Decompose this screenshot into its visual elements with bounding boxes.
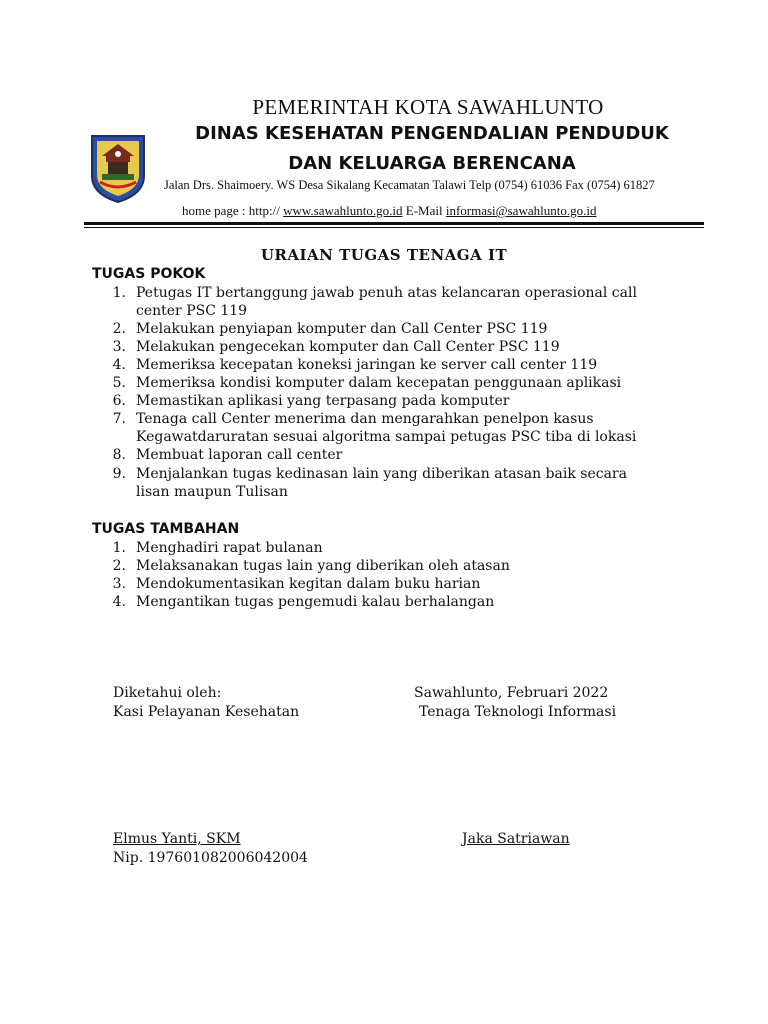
list-item-text: Petugas IT bertanggung jawab penuh atas kelancaran operasional call (136, 285, 637, 301)
homepage-label: home page : http:// (182, 203, 284, 218)
list-item-text: Menjalankan tugas kedinasan lain yang diberikan atasan baik secara (136, 466, 627, 482)
list-item-text: Melaksanakan tugas lain yang diberikan oleh atasan (136, 558, 510, 574)
letterhead-rule-thick (84, 222, 704, 225)
list-item-number: 5. (112, 375, 126, 391)
section-heading-tugas-pokok: TUGAS POKOK (92, 266, 206, 282)
agency-contact (182, 203, 596, 219)
list-item-number: 2. (112, 558, 126, 574)
list-item-text: Mendokumentasikan kegitan dalam buku harian (136, 576, 481, 592)
email-link[interactable]: informasi@sawahlunto.go.id (445, 203, 597, 218)
list-item-number: 7. (112, 411, 126, 427)
list-item-text: Melakukan pengecekan komputer dan Call Center PSC 119 (136, 339, 560, 355)
signature-right-position: Tenaga Teknologi Informasi (419, 704, 617, 720)
list-item-number: 9. (112, 466, 126, 482)
letterhead-rule-thin (84, 227, 704, 228)
agency-address: Jalan Drs. Shaimoery. WS Desa Sikalang Kecamatan Talawi Telp (0754) 61036 Fax (0754) 61827 (164, 178, 655, 192)
signature-right-name: Jaka Satriawan (462, 831, 570, 847)
list-item-number: 6. (112, 393, 126, 409)
list-item-text: Memeriksa kondisi komputer dalam kecepatan penggunaan aplikasi (136, 375, 622, 391)
list-item-number: 4. (112, 357, 126, 373)
list-item-number: 3. (112, 339, 126, 355)
list-item-text: Tenaga call Center menerima dan mengarahkan penelpon kasus (136, 411, 594, 427)
list-item-number: 4. (112, 594, 126, 610)
signature-left-position: Kasi Pelayanan Kesehatan (113, 704, 300, 720)
list-item-text: Memastikan aplikasi yang terpasang pada komputer (136, 393, 510, 409)
agency-name-line1: DINAS KESEHATAN PENGENDALIAN PENDUDUK (195, 123, 669, 144)
agency-name-line2: DAN KELUARGA BERENCANA (288, 153, 576, 174)
list-item-text: center PSC 119 (136, 303, 248, 319)
signature-left-name: Elmus Yanti, SKM (113, 831, 241, 847)
list-item-text: Membuat laporan call center (136, 447, 343, 463)
list-item-number: 1. (112, 285, 126, 301)
list-item-text: Mengantikan tugas pengemudi kalau berhalangan (136, 594, 495, 610)
document-title: URAIAN TUGAS TENAGA IT (260, 246, 508, 264)
government-name: PEMERINTAH KOTA SAWAHLUNTO (252, 95, 604, 119)
list-item-number: 8. (112, 447, 126, 463)
list-item-text: Menghadiri rapat bulanan (136, 540, 323, 556)
list-item-number: 1. (112, 540, 126, 556)
signature-left-label: Diketahui oleh: (113, 685, 222, 701)
signature-left-nip: Nip. 197601082006042004 (113, 850, 308, 866)
homepage-link[interactable]: www.sawahlunto.go.id (283, 203, 403, 218)
signature-right-place-date: Sawahlunto, Februari 2022 (414, 685, 609, 701)
list-item-text: Melakukan penyiapan komputer dan Call Center PSC 119 (136, 321, 548, 337)
list-item-number: 3. (112, 576, 126, 592)
list-item-text: Kegawatdaruratan sesuai algoritma sampai petugas PSC tiba di lokasi (136, 429, 637, 445)
email-label: E-Mail (402, 203, 446, 218)
section-heading-tugas-tambahan: TUGAS TAMBAHAN (92, 521, 240, 537)
sawahlunto-city-emblem-icon (88, 132, 148, 204)
list-item-text: Memeriksa kecepatan koneksi jaringan ke server call center 119 (136, 357, 598, 373)
list-item-text: lisan maupun Tulisan (136, 484, 288, 500)
list-item-number: 2. (112, 321, 126, 337)
